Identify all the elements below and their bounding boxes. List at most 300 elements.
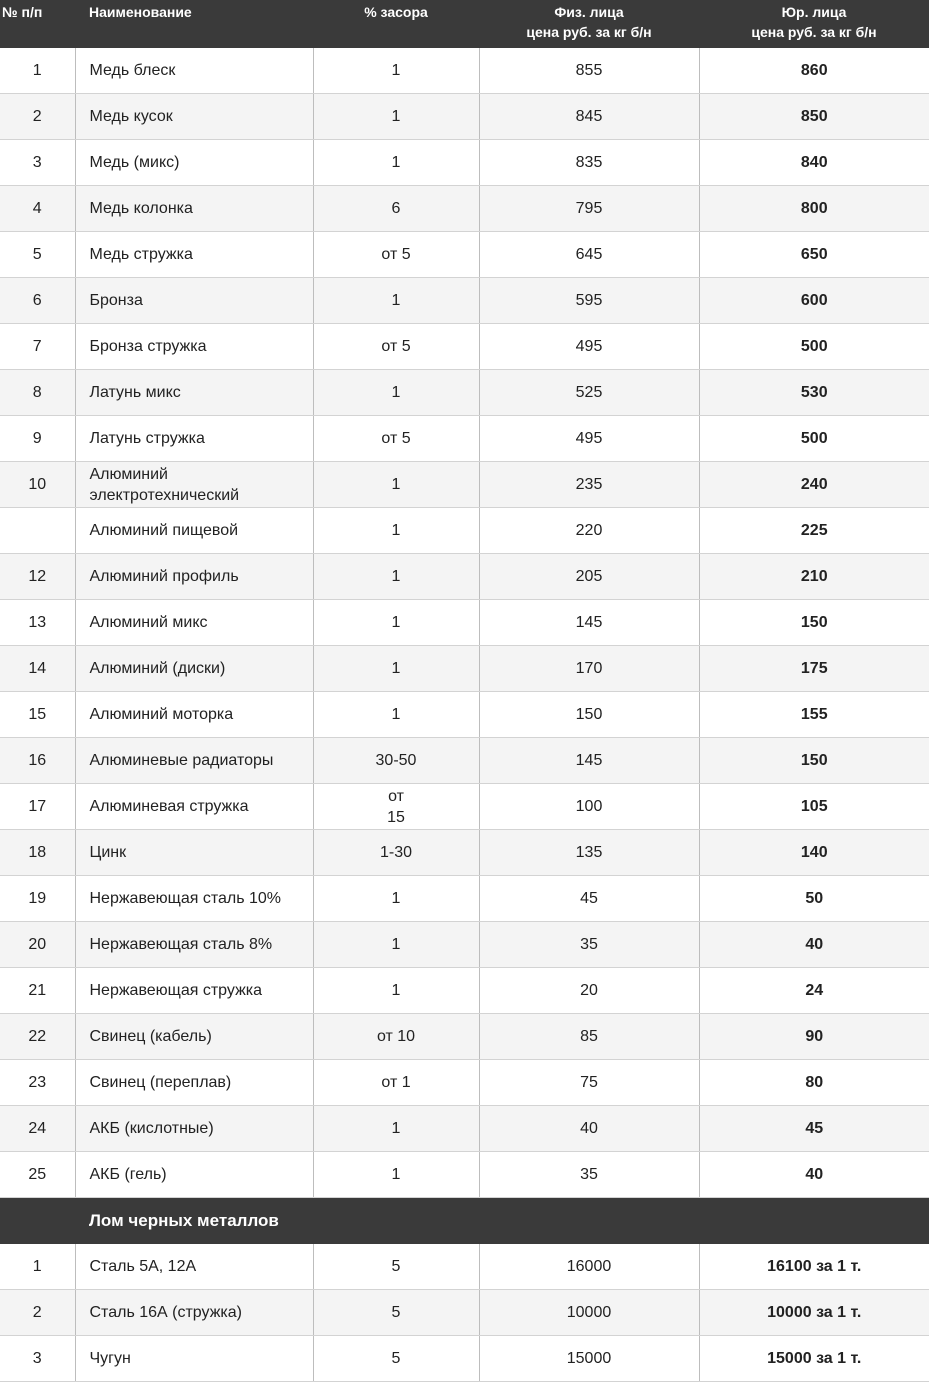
- cell-name: [75, 278, 313, 324]
- cell-num-text: 23: [28, 1074, 47, 1091]
- table-row: [0, 738, 929, 784]
- cell-jur: [699, 784, 929, 830]
- cell-num-text: 15: [28, 706, 47, 723]
- cell-jur: [699, 646, 929, 692]
- cell-phys-text: 100: [575, 798, 603, 815]
- cell-phys: [479, 278, 699, 324]
- cell-pct-text: от 10: [376, 1028, 416, 1045]
- cell-num: [0, 232, 75, 278]
- cell-pct: [313, 462, 479, 508]
- cell-name: [75, 1060, 313, 1106]
- cell-pct: [313, 876, 479, 922]
- cell-num-text: 16: [28, 752, 47, 769]
- cell-jur-text: 225: [800, 522, 828, 539]
- cell-jur-text: 10000 за 1 т.: [767, 1304, 862, 1321]
- cell-num: [0, 738, 75, 784]
- cell-jur: [699, 48, 929, 94]
- cell-num-text: 10: [28, 476, 47, 493]
- header-phys: [479, 0, 699, 48]
- cell-pct: [313, 830, 479, 876]
- table-row: [0, 416, 929, 462]
- cell-num-text: 20: [28, 936, 47, 953]
- cell-phys: [479, 1290, 699, 1336]
- cell-phys: [479, 1244, 699, 1290]
- section-title: Лом черных металлов: [75, 1198, 929, 1244]
- cell-pct: [313, 554, 479, 600]
- table-row: [0, 1014, 929, 1060]
- cell-phys-text: 495: [575, 430, 603, 447]
- section-row-ferrous: [0, 1198, 929, 1244]
- cell-jur-text: 155: [800, 706, 828, 723]
- cell-pct-text: 1: [391, 62, 401, 79]
- cell-phys: [479, 1106, 699, 1152]
- cell-pct: [313, 600, 479, 646]
- cell-num-text: 9: [32, 430, 42, 447]
- cell-phys: [479, 94, 699, 140]
- cell-name-text: Свинец (переплав): [89, 1074, 232, 1091]
- cell-phys: [479, 1060, 699, 1106]
- cell-num: [0, 600, 75, 646]
- cell-jur-text: 24: [805, 982, 824, 999]
- cell-phys-text: 35: [580, 1166, 598, 1183]
- cell-pct-text: 1: [391, 706, 401, 723]
- cell-name-text: Алюминевые радиаторы: [89, 752, 274, 769]
- cell-phys: [479, 186, 699, 232]
- cell-phys-text: 75: [580, 1074, 598, 1091]
- cell-num: [0, 830, 75, 876]
- cell-phys-text: 85: [580, 1028, 598, 1045]
- cell-phys-text: 845: [575, 108, 603, 125]
- cell-pct: [313, 784, 479, 830]
- table-row: [0, 646, 929, 692]
- cell-num-text: 8: [32, 384, 42, 401]
- cell-name: [75, 1152, 313, 1198]
- cell-pct-text: от 5: [381, 338, 411, 355]
- cell-pct-text: от 15: [387, 787, 405, 826]
- cell-pct-text: 5: [391, 1350, 401, 1367]
- cell-phys: [479, 830, 699, 876]
- cell-pct: [313, 140, 479, 186]
- table-row: [0, 232, 929, 278]
- table-row: [0, 462, 929, 508]
- cell-jur: [699, 140, 929, 186]
- cell-pct-text: 1: [391, 936, 401, 953]
- cell-pct-text: 1: [391, 568, 401, 585]
- cell-phys: [479, 324, 699, 370]
- header-num: № п/п: [0, 0, 75, 48]
- cell-name: [75, 600, 313, 646]
- cell-phys: [479, 232, 699, 278]
- cell-pct-text: от 5: [381, 246, 411, 263]
- cell-phys-text: 40: [580, 1120, 598, 1137]
- cell-jur: [699, 600, 929, 646]
- cell-jur: [699, 1106, 929, 1152]
- cell-num-text: 12: [28, 568, 47, 585]
- cell-jur: [699, 370, 929, 416]
- cell-pct: [313, 646, 479, 692]
- cell-jur: [699, 508, 929, 554]
- cell-name-text: Медь колонка: [89, 200, 193, 217]
- cell-jur-text: 105: [800, 798, 828, 815]
- cell-phys: [479, 692, 699, 738]
- cell-phys-text: 16000: [566, 1258, 612, 1275]
- cell-phys: [479, 646, 699, 692]
- cell-num: [0, 462, 75, 508]
- cell-pct: [313, 416, 479, 462]
- cell-phys-text: 495: [575, 338, 603, 355]
- cell-num-text: 1: [32, 62, 42, 79]
- cell-pct: [313, 324, 479, 370]
- cell-jur: [699, 1060, 929, 1106]
- cell-phys-text: 15000: [566, 1350, 612, 1367]
- cell-phys: [479, 416, 699, 462]
- table-row: [0, 1152, 929, 1198]
- cell-num-text: 14: [28, 660, 47, 677]
- table-row: [0, 922, 929, 968]
- cell-jur-text: 16100 за 1 т.: [767, 1258, 862, 1275]
- cell-name: [75, 416, 313, 462]
- cell-jur: [699, 1290, 929, 1336]
- table-row: [0, 784, 929, 830]
- cell-jur-text: 530: [800, 384, 828, 401]
- cell-name-text: Алюминий микс: [89, 614, 208, 631]
- cell-num-text: 21: [28, 982, 47, 999]
- cell-phys-text: 525: [575, 384, 603, 401]
- cell-jur-text: 850: [800, 108, 828, 125]
- cell-jur: [699, 232, 929, 278]
- cell-name-text: Латунь стружка: [89, 430, 205, 447]
- cell-num: [0, 876, 75, 922]
- cell-num-text: 2: [32, 1304, 42, 1321]
- cell-pct-text: 6: [391, 200, 401, 217]
- cell-name: [75, 140, 313, 186]
- cell-name-text: Цинк: [89, 844, 127, 861]
- cell-pct-text: 1: [391, 384, 401, 401]
- cell-num-text: 18: [28, 844, 47, 861]
- cell-name-text: Алюминий электротехнический: [89, 465, 240, 504]
- cell-phys: [479, 48, 699, 94]
- cell-name: [75, 830, 313, 876]
- cell-pct-text: 1: [391, 154, 401, 171]
- cell-name: [75, 508, 313, 554]
- table-row: [0, 876, 929, 922]
- header-pct: % засора: [313, 0, 479, 48]
- cell-num-text: 5: [32, 246, 42, 263]
- cell-jur-text: 150: [800, 614, 828, 631]
- cell-jur-text: 150: [800, 752, 828, 769]
- header-jur-line1: Юр. лица: [781, 4, 847, 20]
- cell-phys-text: 835: [575, 154, 603, 171]
- cell-jur: [699, 968, 929, 1014]
- cell-jur-text: 175: [800, 660, 828, 677]
- cell-num-text: 7: [32, 338, 42, 355]
- table-row: [0, 1336, 929, 1382]
- cell-pct: [313, 1244, 479, 1290]
- cell-pct-text: 1: [391, 476, 401, 493]
- cell-phys: [479, 1152, 699, 1198]
- table-row: [0, 1106, 929, 1152]
- cell-jur-text: 860: [800, 62, 828, 79]
- cell-pct-text: 1: [391, 1166, 401, 1183]
- cell-phys: [479, 600, 699, 646]
- cell-pct: [313, 232, 479, 278]
- cell-name: [75, 738, 313, 784]
- cell-name-text: АКБ (гель): [89, 1166, 167, 1183]
- cell-pct: [313, 1290, 479, 1336]
- cell-jur-text: 650: [800, 246, 828, 263]
- cell-jur: [699, 186, 929, 232]
- cell-jur: [699, 692, 929, 738]
- cell-jur: [699, 416, 929, 462]
- cell-phys: [479, 508, 699, 554]
- cell-name-text: АКБ (кислотные): [89, 1120, 214, 1137]
- table-row: [0, 140, 929, 186]
- cell-num: [0, 186, 75, 232]
- cell-jur: [699, 554, 929, 600]
- cell-num-text: 25: [28, 1166, 47, 1183]
- cell-jur-text: 45: [805, 1120, 824, 1137]
- cell-pct-text: 5: [391, 1258, 401, 1275]
- cell-num-text: 1: [32, 1258, 42, 1275]
- cell-num-text: 4: [32, 200, 42, 217]
- cell-name-text: Сталь 5А, 12А: [89, 1258, 197, 1275]
- cell-name: [75, 646, 313, 692]
- cell-num: [0, 692, 75, 738]
- cell-num: [0, 922, 75, 968]
- cell-name: [75, 94, 313, 140]
- table-row: [0, 278, 929, 324]
- cell-num-text: 13: [28, 614, 47, 631]
- cell-jur-text: 50: [805, 890, 824, 907]
- cell-jur-text: 40: [805, 1166, 824, 1183]
- table-row: [0, 186, 929, 232]
- cell-pct-text: 1: [391, 614, 401, 631]
- cell-phys: [479, 876, 699, 922]
- header-phys-line1: Физ. лица: [554, 4, 624, 20]
- cell-jur: [699, 462, 929, 508]
- header-name: Наименование: [75, 0, 313, 48]
- cell-jur: [699, 324, 929, 370]
- cell-pct: [313, 186, 479, 232]
- cell-pct: [313, 94, 479, 140]
- cell-pct: [313, 1152, 479, 1198]
- cell-name-text: Алюминий пищевой: [89, 522, 239, 539]
- cell-jur-text: 40: [805, 936, 824, 953]
- cell-jur: [699, 738, 929, 784]
- header-jur: [699, 0, 929, 48]
- cell-num: [0, 416, 75, 462]
- cell-name-text: Медь блеск: [89, 62, 176, 79]
- cell-pct: [313, 968, 479, 1014]
- table-row: [0, 94, 929, 140]
- cell-num: [0, 1290, 75, 1336]
- cell-name: [75, 922, 313, 968]
- cell-name: [75, 1244, 313, 1290]
- cell-phys-text: 20: [580, 982, 598, 999]
- cell-num: [0, 278, 75, 324]
- cell-pct: [313, 1014, 479, 1060]
- cell-name: [75, 1014, 313, 1060]
- cell-name-text: Латунь микс: [89, 384, 181, 401]
- cell-jur: [699, 278, 929, 324]
- cell-name: [75, 186, 313, 232]
- cell-phys-text: 645: [575, 246, 603, 263]
- cell-name: [75, 692, 313, 738]
- cell-phys-text: 10000: [566, 1304, 612, 1321]
- cell-pct: [313, 1106, 479, 1152]
- cell-pct-text: 1: [391, 292, 401, 309]
- cell-jur-text: 90: [805, 1028, 824, 1045]
- cell-phys: [479, 140, 699, 186]
- cell-name: [75, 370, 313, 416]
- cell-pct: [313, 692, 479, 738]
- cell-name-text: Свинец (кабель): [89, 1028, 212, 1045]
- cell-jur: [699, 1014, 929, 1060]
- cell-name-text: Бронза стружка: [89, 338, 207, 355]
- cell-pct: [313, 278, 479, 324]
- section-spacer: [0, 1198, 75, 1244]
- cell-num-text: 3: [32, 1350, 42, 1367]
- cell-jur-text: 500: [800, 430, 828, 447]
- cell-phys: [479, 370, 699, 416]
- cell-num: [0, 968, 75, 1014]
- cell-num: [0, 1152, 75, 1198]
- cell-pct-text: 1: [391, 982, 401, 999]
- table-body: [0, 48, 929, 1382]
- cell-name: [75, 232, 313, 278]
- cell-pct-text: 5: [391, 1304, 401, 1321]
- cell-pct: [313, 1336, 479, 1382]
- cell-name: [75, 48, 313, 94]
- cell-phys-text: 795: [575, 200, 603, 217]
- table-header: [0, 0, 929, 48]
- cell-name-text: Алюминий моторка: [89, 706, 234, 723]
- table-row: [0, 600, 929, 646]
- cell-num: [0, 1014, 75, 1060]
- cell-num: [0, 646, 75, 692]
- cell-num: [0, 48, 75, 94]
- cell-phys: [479, 784, 699, 830]
- cell-num-text: 6: [32, 292, 42, 309]
- cell-name-text: Бронза: [89, 292, 143, 309]
- table-row: [0, 370, 929, 416]
- cell-pct-text: 1: [391, 1120, 401, 1137]
- table-row: [0, 968, 929, 1014]
- cell-phys: [479, 554, 699, 600]
- cell-num: [0, 1060, 75, 1106]
- cell-name: [75, 462, 313, 508]
- cell-name-text: Сталь 16А (стружка): [89, 1304, 242, 1321]
- cell-phys: [479, 462, 699, 508]
- cell-name: [75, 876, 313, 922]
- cell-phys-text: 855: [575, 62, 603, 79]
- cell-pct: [313, 48, 479, 94]
- cell-jur-text: 240: [800, 476, 828, 493]
- cell-pct: [313, 738, 479, 784]
- cell-pct: [313, 1060, 479, 1106]
- cell-num-text: 2: [32, 108, 42, 125]
- cell-name-text: Алюминий (диски): [89, 660, 226, 677]
- cell-jur: [699, 1244, 929, 1290]
- cell-phys: [479, 738, 699, 784]
- cell-pct-text: 1: [391, 522, 401, 539]
- table-row: [0, 1290, 929, 1336]
- cell-num: [0, 140, 75, 186]
- header-jur-line2: цена руб. за кг б/н: [751, 24, 877, 40]
- cell-num: [0, 1244, 75, 1290]
- cell-pct: [313, 370, 479, 416]
- cell-num-text: 3: [32, 154, 42, 171]
- cell-num: [0, 324, 75, 370]
- cell-pct-text: 1-30: [379, 844, 413, 861]
- cell-jur: [699, 922, 929, 968]
- cell-name-text: Медь (микс): [89, 154, 180, 171]
- cell-num: [0, 1106, 75, 1152]
- cell-phys: [479, 968, 699, 1014]
- table-row: [0, 508, 929, 554]
- cell-phys: [479, 1336, 699, 1382]
- table-row: [0, 324, 929, 370]
- cell-pct: [313, 922, 479, 968]
- cell-name-text: Нержавеющая стружка: [89, 982, 263, 999]
- cell-num-text: 22: [28, 1028, 47, 1045]
- cell-num-text: 19: [28, 890, 47, 907]
- cell-pct: [313, 508, 479, 554]
- cell-pct-text: от 5: [381, 430, 411, 447]
- table-row: [0, 1060, 929, 1106]
- cell-jur-text: 600: [800, 292, 828, 309]
- cell-jur-text: 800: [800, 200, 828, 217]
- cell-jur-text: 15000 за 1 т.: [767, 1350, 862, 1367]
- cell-phys-text: 45: [580, 890, 598, 907]
- cell-pct-text: 1: [391, 660, 401, 677]
- cell-pct-text: 1: [391, 890, 401, 907]
- cell-jur-text: 500: [800, 338, 828, 355]
- header-phys-line2: цена руб. за кг б/н: [526, 24, 652, 40]
- cell-phys-text: 205: [575, 568, 603, 585]
- table-row: [0, 692, 929, 738]
- cell-num: [0, 508, 75, 554]
- cell-name-text: Медь кусок: [89, 108, 173, 125]
- cell-phys-text: 150: [575, 706, 603, 723]
- cell-num-text: 24: [28, 1120, 47, 1137]
- cell-name: [75, 1106, 313, 1152]
- cell-phys: [479, 922, 699, 968]
- cell-phys: [479, 1014, 699, 1060]
- cell-jur: [699, 1336, 929, 1382]
- cell-phys-text: 235: [575, 476, 603, 493]
- cell-pct-text: 30-50: [375, 752, 417, 769]
- table-row: [0, 1244, 929, 1290]
- cell-name-text: Медь стружка: [89, 246, 193, 263]
- cell-num: [0, 784, 75, 830]
- cell-name-text: Чугун: [89, 1350, 131, 1367]
- cell-phys-text: 135: [575, 844, 603, 861]
- cell-jur: [699, 1152, 929, 1198]
- cell-num-text: 17: [28, 798, 47, 815]
- cell-phys-text: 35: [580, 936, 598, 953]
- cell-num: [0, 94, 75, 140]
- cell-phys-text: 145: [575, 752, 603, 769]
- cell-jur-text: 840: [800, 154, 828, 171]
- cell-num: [0, 1336, 75, 1382]
- cell-jur: [699, 94, 929, 140]
- cell-jur: [699, 876, 929, 922]
- table-row: [0, 830, 929, 876]
- cell-name: [75, 1290, 313, 1336]
- cell-name-text: Нержавеющая сталь 10%: [89, 890, 282, 907]
- cell-jur-text: 210: [800, 568, 828, 585]
